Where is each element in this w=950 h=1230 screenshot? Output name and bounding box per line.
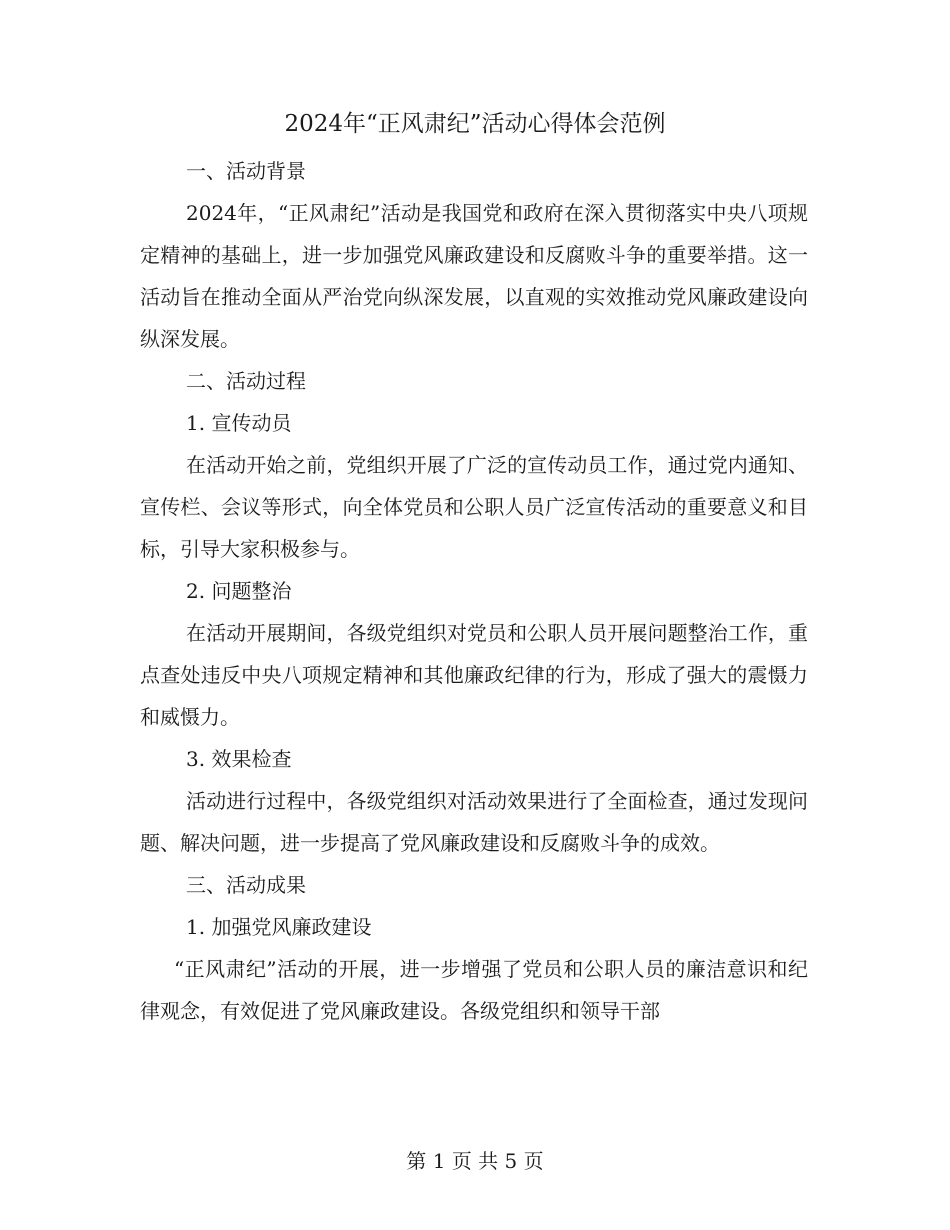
paragraph-publicity: 在活动开始之前，党组织开展了广泛的宣传动员工作，通过党内通知、宣传栏、会议等形式，向全体党员和公职人员广泛宣传活动的重要意义和目标，引导大家积极参与。 bbox=[140, 453, 808, 561]
section-heading-process: 二、活动过程 bbox=[186, 369, 306, 393]
section-heading-background: 一、活动背景 bbox=[186, 159, 306, 183]
subheading-publicity: 1. 宣传动员 bbox=[186, 411, 292, 435]
page-indicator: 第 1 页 共 5 页 bbox=[406, 1149, 544, 1173]
paragraph-inspection: 活动进行过程中，各级党组织对活动效果进行了全面检查，通过发现问题、解决问题，进一步提高了党风廉政建设和反腐败斗争的成效。 bbox=[140, 789, 808, 855]
section-heading-results: 三、活动成果 bbox=[186, 873, 306, 897]
subheading-inspection: 3. 效果检查 bbox=[186, 747, 292, 771]
paragraph-rectification: 在活动开展期间，各级党组织对党员和公职人员开展问题整治工作，重点查处违反中央八项规定精神和其他廉政纪律的行为，形成了强大的震慑力和威慑力。 bbox=[140, 621, 808, 729]
paragraph-background: 2024年，“正风肃纪”活动是我国党和政府在深入贯彻落实中央八项规定精神的基础上，进一步加强党风廉政建设和反腐败斗争的重要举措。这一活动旨在推动全面从严治党向纵深发展，以直观的实效推动党风廉政建设向纵深发展。 bbox=[140, 201, 808, 351]
paragraph-integrity: “正风肃纪”活动的开展，进一步增强了党员和公职人员的廉洁意识和纪律观念，有效促进了党风廉政建设。各级党组织和领导干部 bbox=[140, 957, 808, 1023]
document-title: 2024年“正风肃纪”活动心得体会范例 bbox=[284, 111, 666, 137]
subheading-integrity: 1. 加强党风廉政建设 bbox=[186, 915, 372, 939]
subheading-rectification: 2. 问题整治 bbox=[186, 579, 292, 603]
document-body bbox=[140, 150, 808, 1032]
